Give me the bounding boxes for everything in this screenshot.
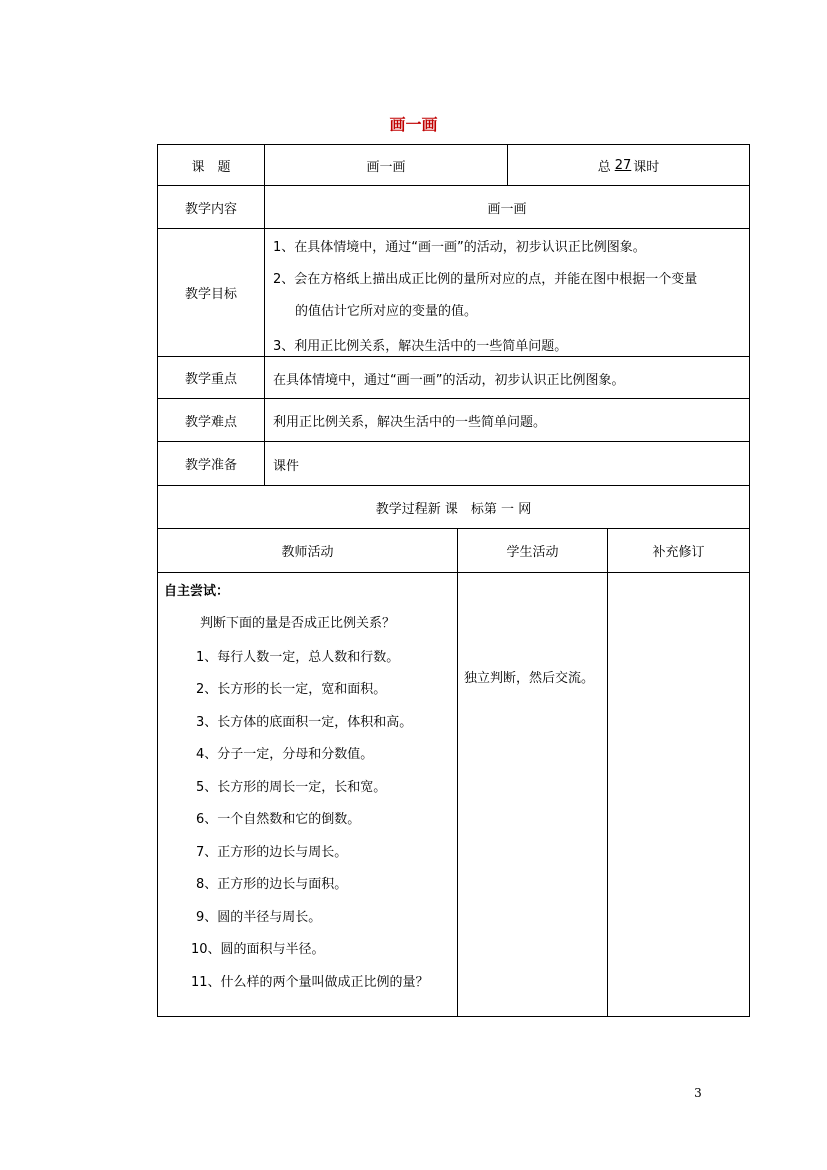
goal-item: 2、会在方格纸上描出成正比例的量所对应的点，并能在图中根据一个变量 xyxy=(273,272,698,287)
teacher-item: 8、正方形的边长与面积。 xyxy=(196,877,348,892)
student-activity-text: 独立判断，然后交流。 xyxy=(464,671,595,686)
total-lessons xyxy=(508,145,749,185)
teacher-item: 1、每行人数一定，总人数和行数。 xyxy=(196,650,400,665)
teacher-item: 5、长方形的周长一定，长和宽。 xyxy=(196,780,387,795)
goals-label: 教学目标 xyxy=(184,287,237,302)
prep-label: 教学准备 xyxy=(184,458,237,473)
teacher-heading: 自主尝试： xyxy=(164,584,230,599)
teacher-item: 3、长方体的底面积一定，体积和高。 xyxy=(196,715,413,730)
supplement-header: 补充修订 xyxy=(652,545,705,560)
ke-ti-label: 课 题 xyxy=(191,159,231,175)
goal-item: 1、在具体情境中，通过“画一画”的活动，初步认识正比例图象。 xyxy=(273,240,646,255)
teacher-item: 4、分子一定，分母和分数值。 xyxy=(196,747,374,762)
key-point-value: 在具体情境中，通过“画一画”的活动，初步认识正比例图象。 xyxy=(273,373,625,388)
column-divider xyxy=(457,528,458,1016)
prep-value: 课件 xyxy=(273,459,300,474)
difficulty-label: 教学难点 xyxy=(184,414,237,430)
content-label: 教学内容 xyxy=(184,201,237,217)
difficulty-value: 利用正比例关系，解决生活中的一些简单问题。 xyxy=(273,415,547,430)
column-divider xyxy=(607,528,608,1016)
key-point-label: 教学重点 xyxy=(184,372,237,387)
teacher-question: 判断下面的量是否成正比例关系？ xyxy=(200,616,396,631)
teacher-activity-header: 教师活动 xyxy=(281,545,334,560)
content-value: 画一画 xyxy=(487,201,527,217)
row-divider xyxy=(157,572,750,573)
teacher-item: 6、一个自然数和它的倒数。 xyxy=(196,812,361,827)
teacher-item: 7、正方形的边长与周长。 xyxy=(196,845,348,860)
teacher-item: 2、长方形的长一定，宽和面积。 xyxy=(196,682,387,697)
goal-item: 3、利用正比例关系，解决生活中的一些简单问题。 xyxy=(273,339,568,354)
goal-item: 的值估计它所对应的变量的值。 xyxy=(295,304,478,319)
teacher-item: 9、圆的半径与周长。 xyxy=(196,910,322,925)
total-suffix: 课时 xyxy=(633,159,660,175)
total-prefix: 总 xyxy=(597,159,611,175)
page-number: 3 xyxy=(694,1086,702,1100)
teacher-item: 10、圆的面积与半径。 xyxy=(191,942,325,957)
teacher-item: 11、什么样的两个量叫做成正比例的量？ xyxy=(191,975,429,990)
total-number: 27 xyxy=(614,157,632,173)
ke-ti-value: 画一画 xyxy=(366,159,406,175)
process-title: 教学过程新 课 标第 一 网 xyxy=(375,501,532,517)
student-activity-header: 学生活动 xyxy=(506,545,559,560)
document-title: 画一画 xyxy=(389,115,438,134)
